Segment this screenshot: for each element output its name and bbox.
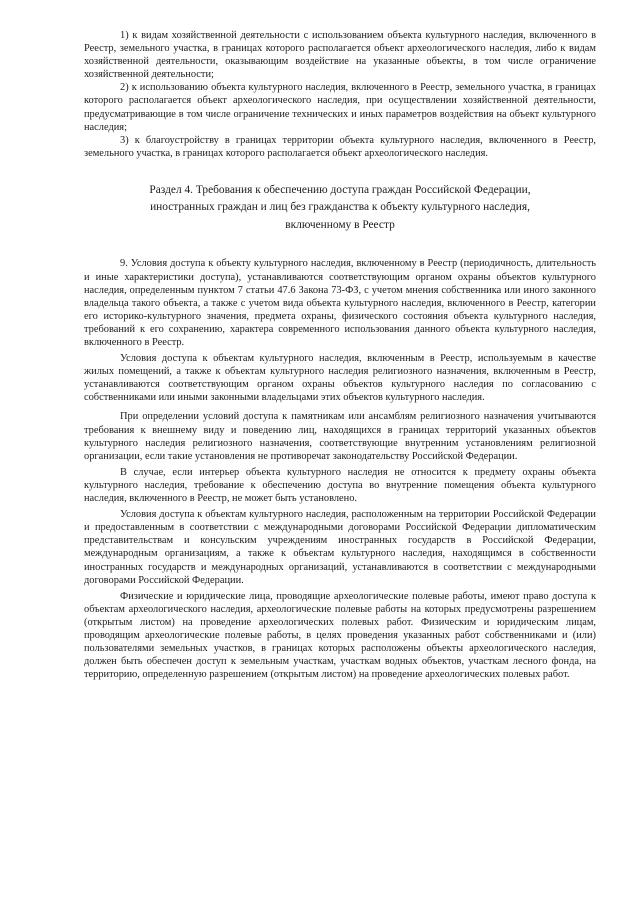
section-4-heading <box>84 182 596 235</box>
list-item-2: 2) к использованию объекта культурного наследия, включенного в Реестр, земельного участка, в границах которого располагается объект археологического наследия, при осуществлении хозяйственной деятельности, предусматривающие в том числе ограничение технических и иных параметров воздействия на объект культурного наследия; <box>84 82 596 133</box>
section-heading-line-2: иностранных граждан и лиц без гражданства к объекту культурного наследия, <box>150 201 530 214</box>
section-heading-line-3: включенному в Реестр <box>285 218 395 231</box>
paragraph-religious-requirements: При определении условий доступа к памятникам или ансамблям религиозного назначения учитываются требования к внешнему виду и поведению лиц, находящихся в границах территорий указанных объектов культурного наследия религиозного назначения, соответствующие внутренним установлениям религиозной организации, если такие установления не противоречат законодательству Российской Федерации. <box>84 411 596 462</box>
section-heading-line-1: Раздел 4. Требования к обеспечению доступа граждан Российской Федерации, <box>149 183 531 196</box>
list-item-3: 3) к благоустройству в границах территории объекта культурного наследия, включенного в Реестр, земельного участка, в границах которого располагается объект археологического наследия. <box>84 134 596 159</box>
paragraph-residential-religious-access: Условия доступа к объектам культурного наследия, включенным в Реестр, используемым в качестве жилых помещений, а также к объектам культурного наследия религиозного назначения, включенным в Реестр, устанавливаются соответствующим органом охраны объектов культурного наследия по согласованию с собственниками или иными законными владельцами этих объектов культурного наследия. <box>84 353 596 404</box>
list-item-1: 1) к видам хозяйственной деятельности с использованием объекта культурного наследия, включенного в Реестр, земельного участка, в границах которого располагается объект археологического наследия, либо к видам хозяйственной деятельности, оказывающим воздействие на указанные объекты, в том числе ограничение хозяйственной деятельности; <box>84 30 596 81</box>
paragraph-archaeological-works: Физические и юридические лица, проводящие археологические полевые работы, имеют право доступа к объектам археологического наследия, археологические полевые работы на которых предусмотрены разрешением (открытым листом) на проведение археологических полевых работ. Физическим и юридическим лицам, проводящим археологические полевые работы, в целях проведения указанных работ собственниками и (или) пользователями земельных участков, в границах которых расположены объекты археологического наследия, должен быть обеспечен доступ к земельным участкам, участкам водных объектов, участкам лесного фонда, на территорию, определенную разрешением (открытым листом) на проведение археологических полевых работ. <box>84 590 596 681</box>
paragraph-diplomatic-objects: Условия доступа к объектам культурного наследия, расположенным на территории Российской Федерации и предоставленным в соответствии с международными договорами Российской Федерации дипломатическим представительствам и консульским учреждениям иностранных государств в Российской Федерации, международным организациям, а также к объектам культурного наследия, находящимся в собственности иностранных государств и международных организаций, устанавливаются в соответствии с международными договорами Российской Федерации. <box>84 509 596 586</box>
document-body <box>84 29 596 681</box>
paragraph-9: 9. Условия доступа к объекту культурного наследия, включенному в Реестр (периодичность, длительность и иные характеристики доступа), устанавливаются соответствующим органом охраны объектов культурного наследия, определенным пунктом 7 статьи 47.6 Закона 73-ФЗ, с учетом мнения собственника или иного законного владельца такого объекта, а также с учетом вида объекта культурного наследия, включенного в Реестр, категории его историко-культурного значения, предмета охраны, физического состояния объекта культурного наследия, требований к его сохранению, характера современного использования данного объекта культурного наследия, включенного в Реестр. <box>84 258 596 348</box>
paragraph-interior-access: В случае, если интерьер объекта культурного наследия не относится к предмету охраны объекта культурного наследия, требование к обеспечению доступа во внутренние помещения объекта культурного наследия, включенного в Реестр, не может быть установлено. <box>84 466 596 505</box>
